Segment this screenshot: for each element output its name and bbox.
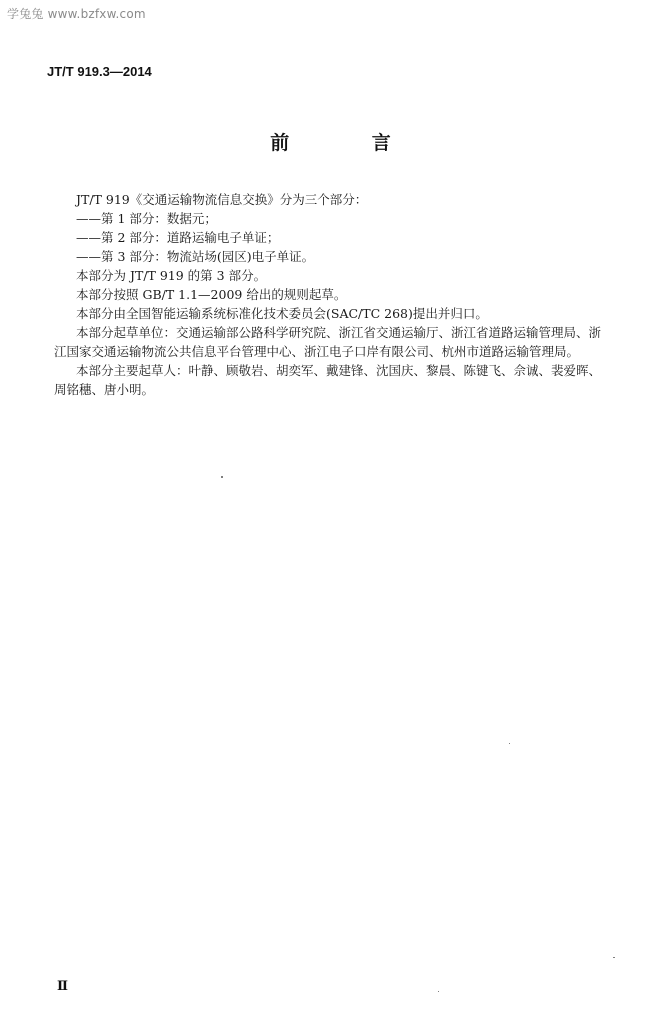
foreword-body [54, 190, 612, 399]
page-title: 前 言 [270, 132, 429, 154]
drafters-paragraph: 本部分主要起草人：叶静、顾敬岩、胡奕军、戴建锋、沈国庆、黎晨、陈键飞、佘诚、裴爱晖、周铭穗、唐小明。 [54, 363, 602, 397]
part-2-item: ——第 2 部分：道路运输电子单证； [76, 230, 280, 245]
document-code: JT/T 919.3—2014 [47, 64, 152, 79]
drafting-rules-paragraph: 本部分按照 GB/T 1.1—2009 给出的规则起草。 [76, 287, 347, 302]
drafting-units-paragraph: 本部分起草单位：交通运输部公路科学研究院、浙江省交通运输厅、浙江省道路运输管理局、浙江国家交通运输物流公共信息平台管理中心、浙江电子口岸有限公司、杭州市道路运输管理局。 [54, 325, 602, 359]
part-3-item: ——第 3 部分：物流站场(园区)电子单证。 [76, 249, 315, 264]
scan-speck [221, 476, 223, 478]
intro-paragraph: JT/T 919《交通运输物流信息交换》分为三个部分： [76, 192, 368, 207]
part-1-item: ——第 1 部分：数据元； [76, 211, 217, 226]
watermark-text: 学兔兔 www.bzfxw.com [7, 7, 146, 21]
page-number: Ⅱ [57, 979, 68, 994]
proposer-paragraph: 本部分由全国智能运输系统标准化技术委员会(SAC/TC 268)提出并归口。 [76, 306, 488, 321]
scan-speck [613, 957, 615, 958]
scan-speck [509, 743, 510, 744]
scan-speck [438, 991, 439, 992]
this-part-paragraph: 本部分为 JT/T 919 的第 3 部分。 [76, 268, 267, 283]
